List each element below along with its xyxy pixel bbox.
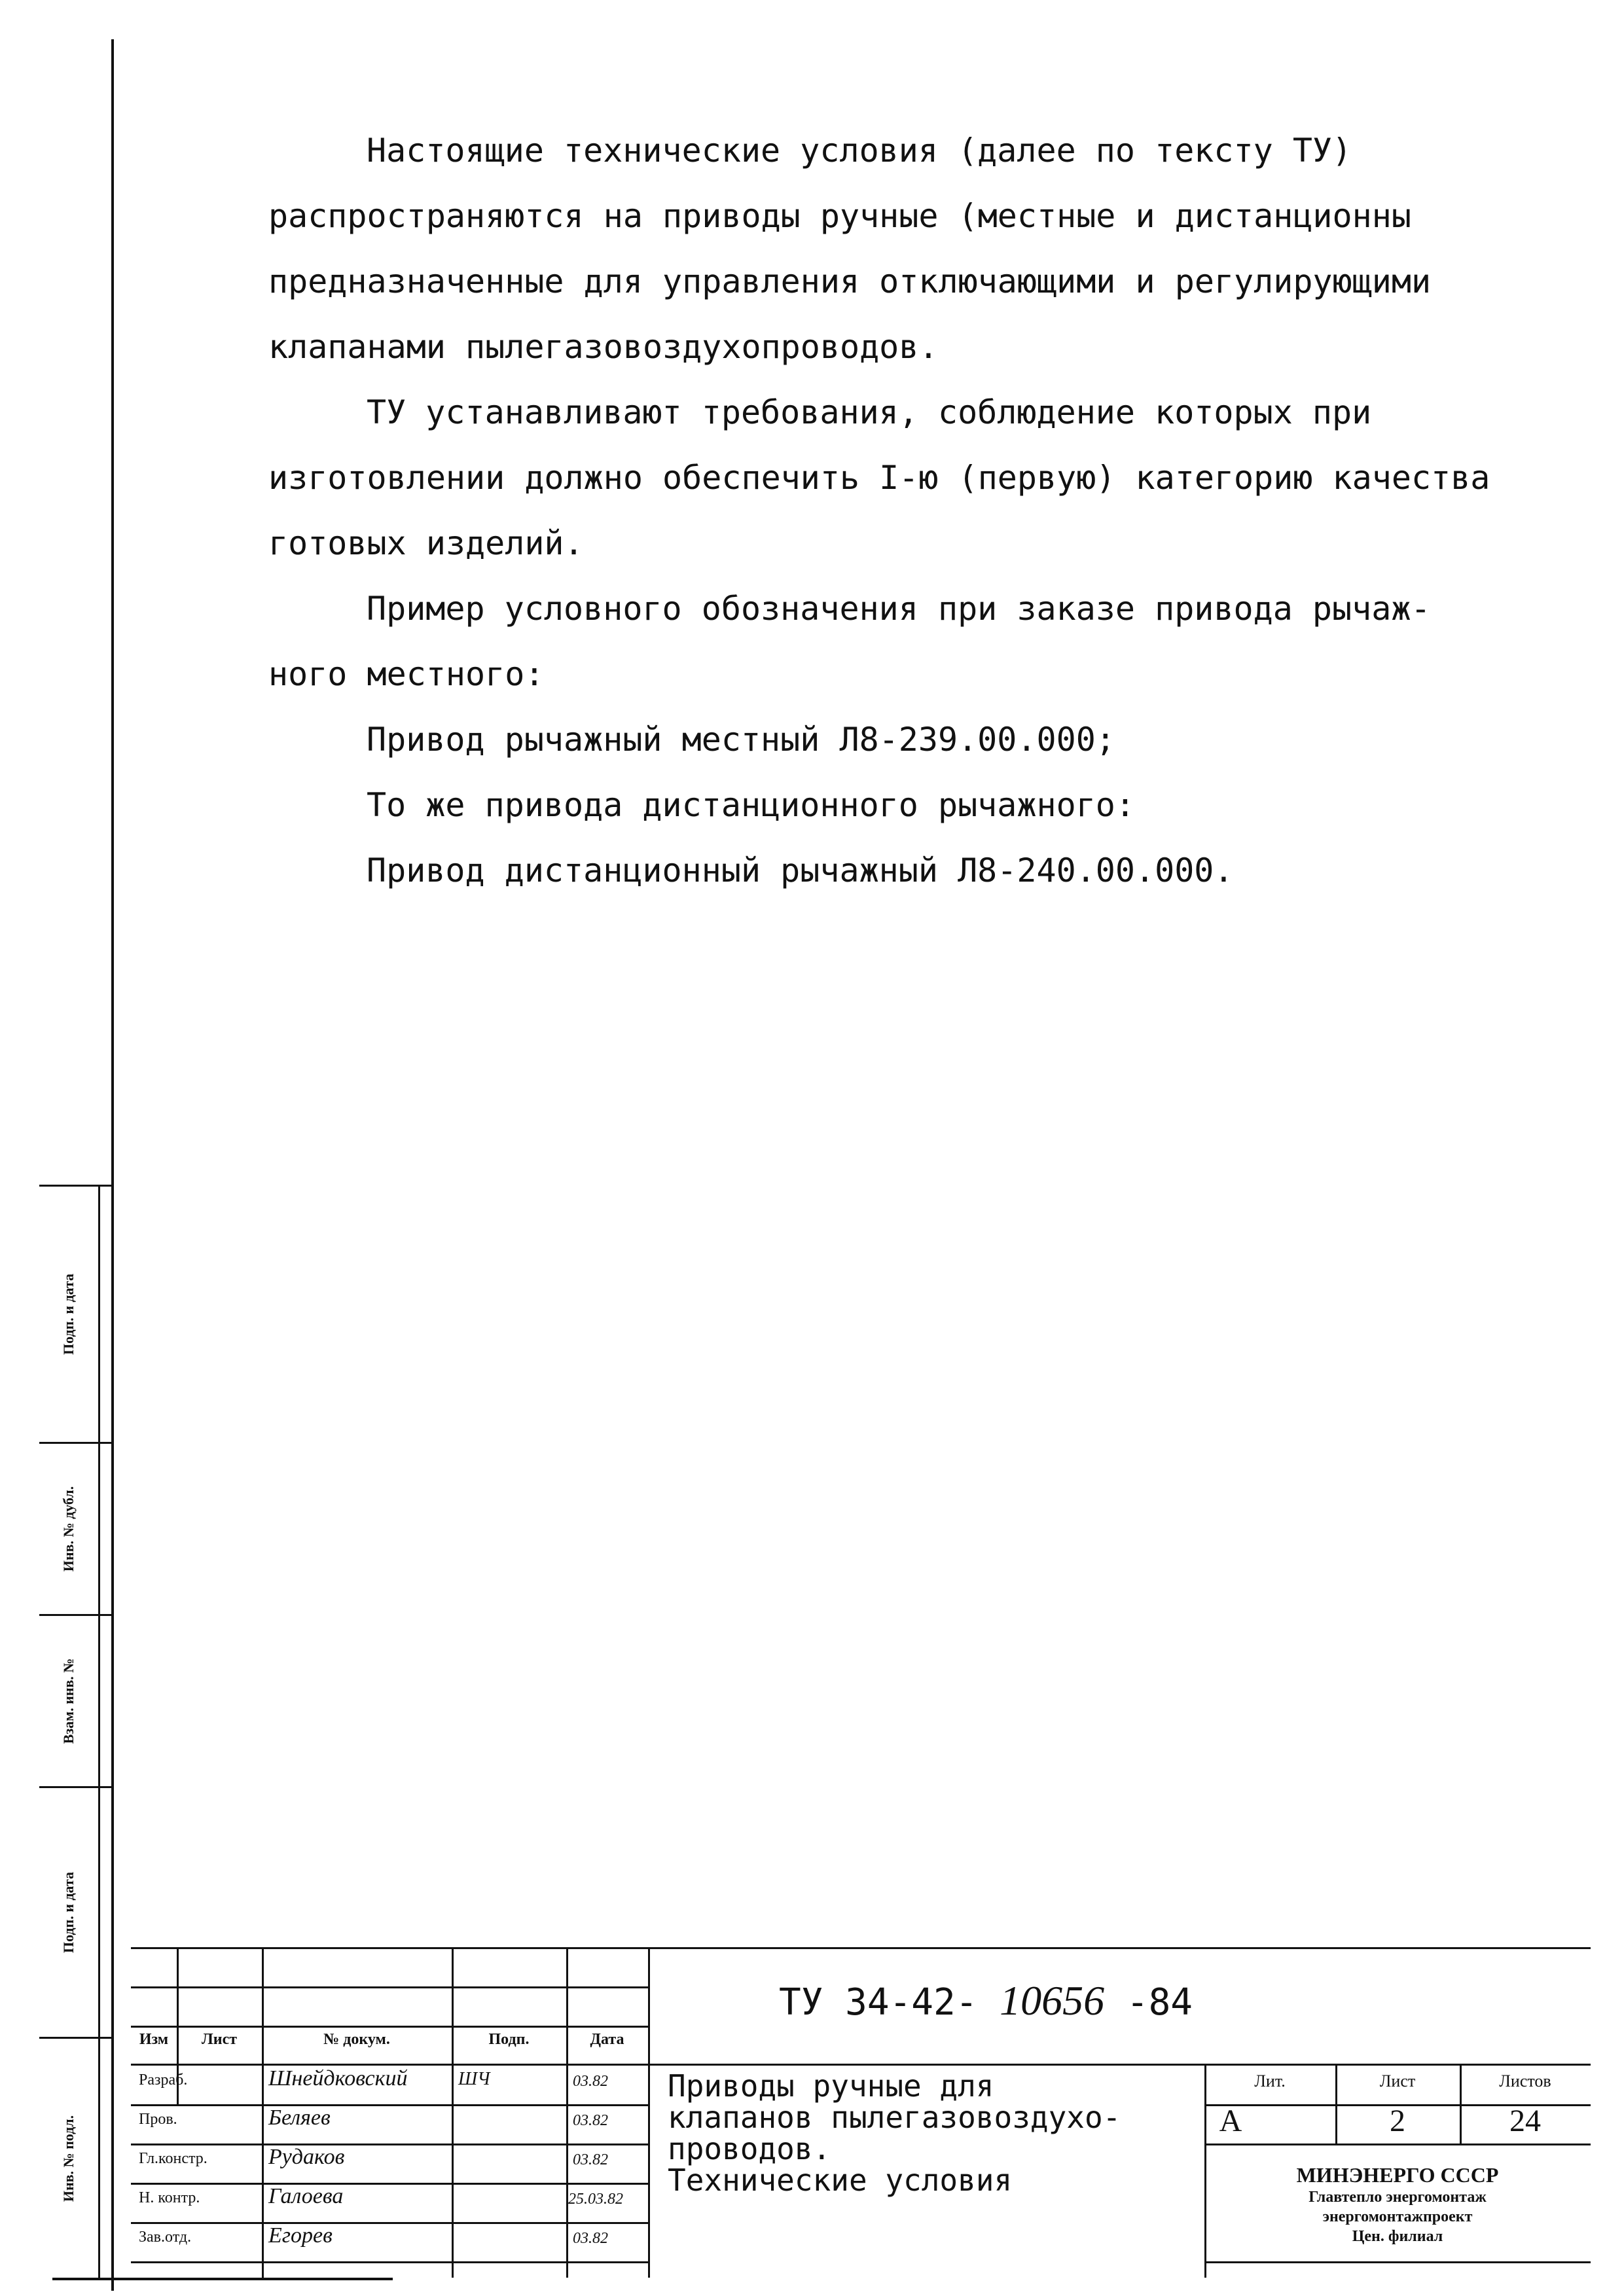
paragraph-2-line-2: изготовлении должно обеспечить I-ю (первую) категорию качества [268, 459, 1490, 497]
name-dept-head: Егорев [268, 2223, 333, 2248]
date-norm-control: 25.03.82 [568, 2191, 623, 2208]
role-chief-designer: Гл.констр. [139, 2150, 208, 2167]
title-line-1: Приводы ручные для [668, 2068, 994, 2104]
document-code-number: 10656 [1000, 1977, 1105, 2024]
tb-line [1204, 2144, 1591, 2145]
paragraph-1-line-1: Настоящие технические условия (далее по тексту ТУ) [367, 132, 1352, 170]
side-cell-replace-inv [39, 1616, 111, 1788]
header-izm: Изм [139, 2031, 169, 2048]
tb-line [1204, 2261, 1591, 2263]
title-line-2: клапанов пылегазовоздухо- [668, 2100, 1121, 2135]
frame-left-line [111, 39, 114, 2291]
date-chief-designer: 03.82 [573, 2151, 608, 2168]
side-cell-sign-date-2 [39, 1788, 111, 2039]
document-code [779, 1977, 1193, 2025]
side-label: Подп. и дата [60, 1273, 77, 1355]
role-dept-head: Зав.отд. [139, 2229, 192, 2246]
paragraph-3-line-1: Пример условного обозначения при заказе привода рычаж- [367, 590, 1431, 628]
paragraph-2-line-1: ТУ устанавливают требования, соблюдение которых при [367, 393, 1372, 431]
name-checker: Беляев [268, 2106, 331, 2130]
side-label: Инв. № дубл. [60, 1486, 77, 1572]
document-body [268, 118, 1545, 903]
sheet-label: Лист [1379, 2072, 1416, 2090]
tb-line [131, 1947, 1591, 1949]
paragraph-2-line-3: готовых изделий. [268, 524, 584, 562]
side-label: Инв. № подл. [60, 2115, 77, 2202]
date-developer: 03.82 [573, 2073, 608, 2090]
role-developer: Разраб. [139, 2072, 188, 2089]
date-dept-head: 03.82 [573, 2230, 608, 2247]
org-line-1: МИНЭНЕРГО СССР [1296, 2163, 1499, 2187]
tb-line [566, 1947, 568, 2278]
designation-example-local: Привод рычажный местный Л8-239.00.000; [367, 721, 1115, 759]
tb-line [131, 2183, 648, 2185]
tb-line [131, 2026, 648, 2028]
side-cell-sign-date-1 [39, 1187, 111, 1444]
title-line-4: Технические условия [668, 2162, 1013, 2198]
sheets-label: Листов [1499, 2072, 1551, 2090]
role-checker: Пров. [139, 2111, 177, 2128]
header-data: Дата [590, 2031, 624, 2048]
side-cell-orig-inv [39, 2039, 111, 2278]
name-chief-designer: Рудаков [268, 2145, 345, 2169]
tb-line [131, 2144, 648, 2145]
tb-line [131, 2261, 648, 2263]
sheet-value: 2 [1390, 2104, 1405, 2138]
tb-line [452, 1947, 454, 2278]
tb-line [131, 1986, 648, 1988]
name-norm-control: Галоева [268, 2184, 344, 2208]
org-line-4: Цен. филиал [1352, 2228, 1443, 2245]
tb-line [648, 1947, 650, 2278]
title-block [131, 1947, 1591, 2278]
side-cell-dup-inv [39, 1444, 111, 1616]
side-label: Подп. и дата [60, 1871, 77, 1954]
header-podp: Подп. [488, 2031, 530, 2048]
org-line-2: Главтепло энергомонтаж [1308, 2189, 1487, 2206]
lit-value: А [1219, 2104, 1242, 2138]
paragraph-5: То же привода дистанционного рычажного: [367, 786, 1135, 824]
header-list: Лист [201, 2031, 238, 2048]
paragraph-3-line-2: ного местного: [268, 655, 545, 693]
tb-line [131, 2222, 648, 2224]
role-norm-control: Н. контр. [139, 2189, 200, 2206]
date-checker: 03.82 [573, 2112, 608, 2129]
document-code-prefix: ТУ 34-42- [779, 1981, 978, 2024]
lit-label: Лит. [1254, 2072, 1286, 2090]
header-dokum: № докум. [323, 2031, 390, 2048]
side-stamp-field [39, 1185, 111, 2280]
org-line-3: энергомонтажпроект [1322, 2208, 1473, 2225]
sheets-value: 24 [1509, 2104, 1541, 2138]
tb-line [262, 1947, 264, 2278]
tb-line [131, 2104, 648, 2106]
title-line-3: проводов. [668, 2131, 831, 2166]
designation-example-remote: Привод дистанционный рычажный Л8-240.00.000. [367, 852, 1234, 889]
side-label: Взам. инв. № [60, 1658, 77, 1744]
organization [1204, 2163, 1591, 2246]
paragraph-1-line-4: клапанами пылегазовоздухопроводов. [268, 328, 939, 366]
signature-developer: ШЧ [458, 2069, 490, 2089]
paragraph-1-line-2: распространяются на приводы ручные (местные и дистанционны [268, 197, 1411, 235]
document-code-suffix: -84 [1126, 1981, 1193, 2024]
paragraph-1-line-3: предназначенные для управления отключающими и регулирующими [268, 262, 1432, 300]
tb-line [131, 2064, 1591, 2066]
name-developer: Шнейдковский [268, 2066, 408, 2090]
document-title [668, 2070, 1121, 2196]
